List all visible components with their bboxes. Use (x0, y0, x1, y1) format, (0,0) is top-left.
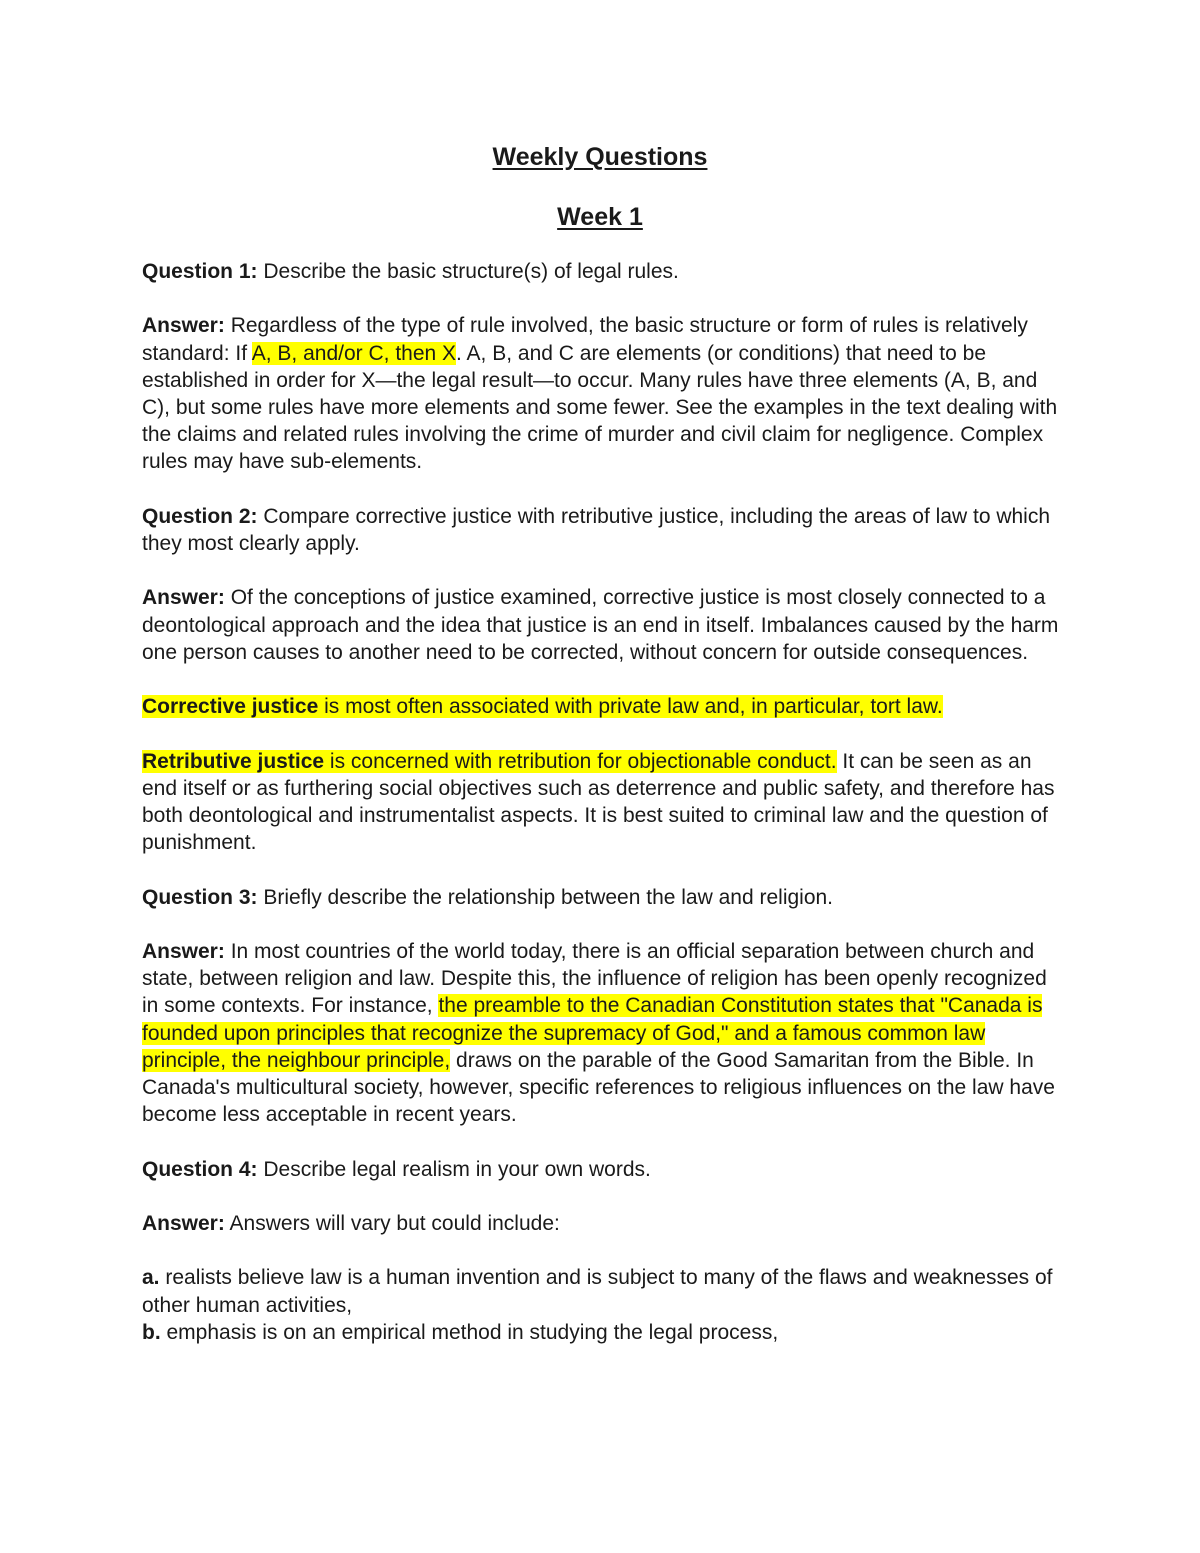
answer-1-text-end: . A, B, and C are elements (or conditions) that need to be established in order for X—the legal result—to occur. Many rules have three elements (A, B, and C), but some rules have more elements and some fewer. See the examples in the text dealing with the claims and related rules involving the crime of murder and civil claim for negligence. Complex rules may have sub-elements. (142, 341, 1058, 474)
answer-2-text: Of the conceptions of justice examined, corrective justice is most closely connected to a deontological approach and the idea that justice is an end in itself. Imbalances caused by the harm one person causes to another need to be corrected, without concern for outside consequences. (142, 586, 1059, 664)
question-4-text: Describe legal realism in your own words. (257, 1157, 651, 1181)
retributive-justice-text: It can be seen as an end itself or as furthering social objectives such as deterrence and public safety, and therefore has both deontological and instrumentalist aspects. It is best suited to criminal law and the question of punishment. (142, 749, 1055, 855)
answer-3-label: Answer: (142, 939, 225, 963)
question-2-label: Question 2: (142, 504, 258, 528)
question-1 (142, 258, 1062, 285)
question-1-text: Describe the basic structure(s) of legal rules. (257, 260, 679, 283)
document-title: Weekly Questions (492, 143, 708, 171)
answer-4-label: Answer: (142, 1211, 225, 1235)
corrective-justice-paragraph (142, 693, 1062, 720)
question-3-text: Briefly describe the relationship between the law and religion. (257, 885, 834, 909)
answer-3-text-start: In most countries of the world today, there is an official separation between church and state, between religion and law. Despite this, the influence of religion has been openly recognized in some contexts. For instance, (142, 939, 1047, 1018)
answer-3-text-end: draws on the parable of the Good Samaritan from the Bible. In Canada's multicultural society, however, specific references to religious influences on the law have become less acceptable in recent years. (142, 1048, 1055, 1127)
document-subtitle: Week 1 (557, 203, 643, 231)
answer-4-text: Answers will vary but could include: (224, 1211, 560, 1235)
question-4 (142, 1156, 1062, 1183)
answer-3-highlight: the preamble to the Canadian Constitution states that "Canada is founded upon principles that recognize the supremacy of God," and a famous common law principle, the neighbour principle, (142, 994, 1043, 1072)
corrective-justice-term: Corrective justice (142, 695, 319, 719)
list-item-text: realists believe law is a human invention and is subject to many of the flaws and weaknesses of other human activities, (142, 1266, 1053, 1317)
question-2 (142, 503, 1062, 557)
list-item-marker: b. (142, 1320, 161, 1344)
answer-3 (142, 938, 1062, 1128)
answer-2 (142, 584, 1062, 666)
retributive-justice-highlight-text: is concerned with retribution for objectionable conduct. (324, 749, 837, 773)
question-2-text: Compare corrective justice with retributive justice, including the areas of law to which they most clearly apply. (142, 504, 1051, 555)
corrective-justice-highlight (142, 695, 943, 718)
answer-1 (142, 312, 1062, 475)
question-4-label: Question 4: (142, 1157, 258, 1181)
retributive-justice-highlight (142, 750, 837, 773)
question-3-label: Question 3: (142, 885, 258, 909)
list-item-text: emphasis is on an empirical method in studying the legal process, (160, 1320, 779, 1344)
document-body (142, 258, 1062, 1346)
answer-1-text-start: Regardless of the type of rule involved, the basic structure or form of rules is relatively standard: If (142, 314, 1028, 365)
answer-1-highlight: A, B, and/or C, then X (251, 341, 457, 365)
answer-4 (142, 1210, 1062, 1237)
list-item (142, 1264, 1062, 1318)
corrective-justice-text: is most often associated with private law and, in particular, tort law. (318, 695, 943, 719)
retributive-justice-paragraph (142, 748, 1062, 857)
list-item (142, 1319, 1062, 1346)
answer-2-label: Answer: (142, 586, 225, 610)
answer-1-label: Answer: (142, 314, 225, 338)
question-3 (142, 884, 1062, 911)
list-item-marker: a. (142, 1266, 160, 1290)
question-1-label: Question 1: (142, 260, 258, 283)
retributive-justice-term: Retributive justice (142, 749, 325, 773)
